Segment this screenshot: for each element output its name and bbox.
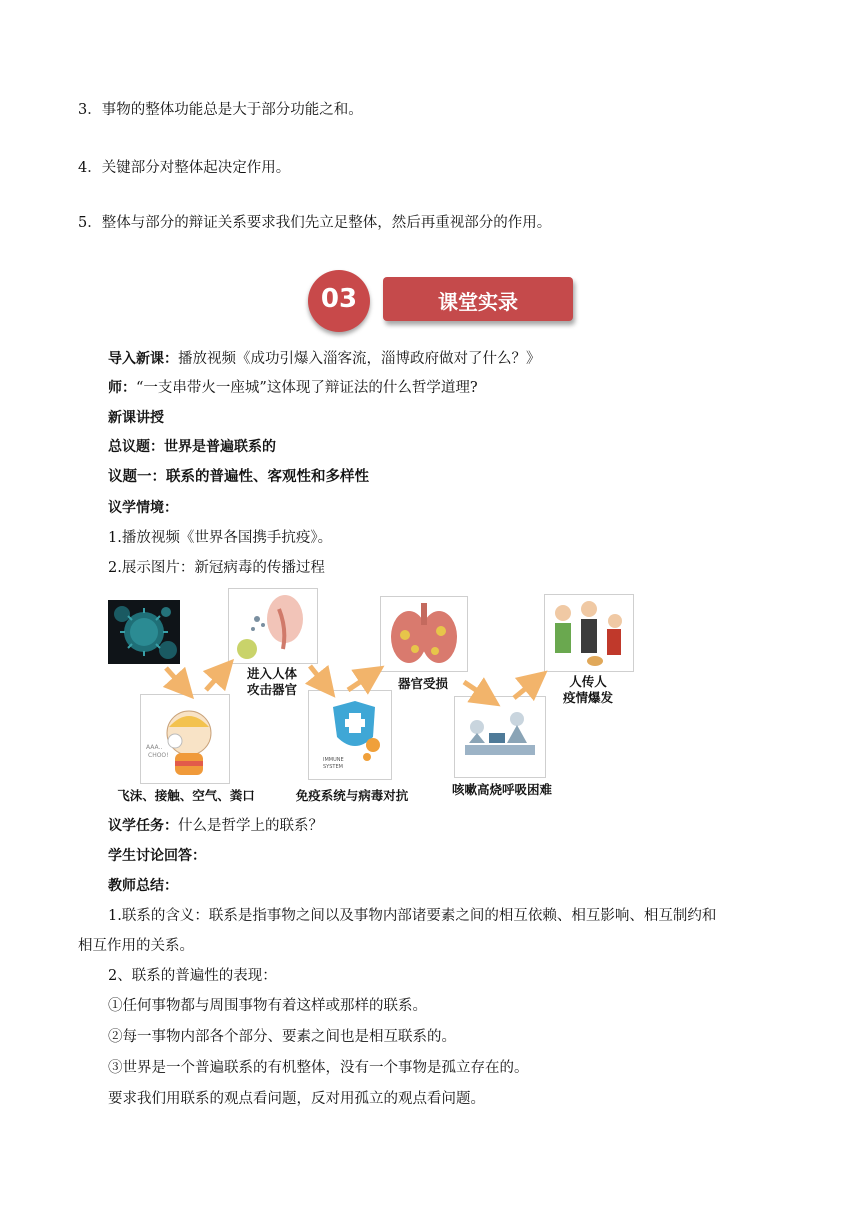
sneeze-text-2: CHOO! [148, 752, 169, 759]
situation-label: 议学情境： [108, 500, 178, 516]
caption-immune: 免疫系统与病毒对抗 [295, 788, 409, 803]
student-discussion: 学生讨论回答： [108, 848, 206, 864]
diagram-arrows [100, 586, 660, 808]
caption-cough: 咳嗽高烧呼吸困难 [451, 782, 552, 797]
arrow-cough-to-spread [514, 680, 536, 698]
arrow-sneeze-to-enter [206, 670, 224, 690]
virus-spread-diagram [100, 586, 660, 808]
intro-label: 导入新课： [108, 351, 178, 367]
situation-item-1: 1.播放视频《世界各国携手抗疫》。 [108, 530, 333, 546]
task-label: 议学任务： [108, 818, 178, 834]
arrow-organ-to-cough [464, 682, 488, 698]
summary-sub-3: ③世界是一个普遍联系的有机整体，没有一个事物是孤立存在的。 [108, 1060, 529, 1076]
section-number: 03 [320, 284, 358, 314]
sneeze-text-1: AAA.. [146, 744, 163, 751]
topic-one: 议题一：联系的普遍性、客观性和多样性 [108, 469, 369, 485]
summary-item1-line2: 相互作用的关系。 [78, 938, 194, 954]
summary-item1-line1: 1.联系的含义：联系是指事物之间以及事物内部诸要素之间的相互依赖、相互影响、相互制约和 [108, 908, 717, 924]
section-title-banner [383, 277, 573, 321]
caption-spread-line2: 疫情爆发 [562, 690, 613, 705]
intro-line [108, 349, 541, 369]
teacher-label: 师： [108, 380, 136, 396]
point-5: 5．整体与部分的辩证关系要求我们先立足整体，然后再重视部分的作用。 [78, 215, 552, 231]
teacher-question [108, 378, 478, 398]
caption-droplet: 飞沫、接触、空气、粪口 [117, 788, 255, 803]
task-line [108, 816, 323, 836]
arrow-immune-to-organ [348, 674, 372, 690]
arrow-enter-to-immune [310, 666, 326, 686]
new-lesson-heading: 新课讲授 [108, 410, 164, 426]
immune-text-1: IMMUNE [323, 757, 344, 763]
situation-item-2: 2.展示图片：新冠病毒的传播过程 [108, 560, 325, 576]
intro-text: 播放视频《成功引爆入淄客流，淄博政府做对了什么？》 [178, 351, 541, 367]
summary-sub-1: ①任何事物都与周围事物有着这样或那样的联系。 [108, 998, 427, 1014]
task-text: 什么是哲学上的联系？ [178, 818, 323, 834]
point-4: 4．关键部分对整体起决定作用。 [78, 160, 291, 176]
point-3: 3．事物的整体功能总是大于部分功能之和。 [78, 102, 363, 118]
summary-conclusion: 要求我们用联系的观点看问题，反对用孤立的观点看问题。 [108, 1091, 485, 1107]
immune-text-2: SYSTEM [323, 764, 343, 770]
section-number-badge [308, 270, 370, 332]
caption-enter-line1: 进入人体 [246, 666, 297, 681]
arrow-virus-to-sneeze [166, 668, 184, 688]
caption-organ: 器官受损 [397, 676, 448, 691]
caption-enter-line2: 攻击器官 [246, 682, 297, 697]
teacher-question-text: “一支串带火一座城”这体现了辩证法的什么哲学道理? [136, 380, 478, 396]
summary-sub-2: ②每一事物内部各个部分、要素之间也是相互联系的。 [108, 1029, 456, 1045]
general-topic: 总议题：世界是普遍联系的 [108, 439, 276, 455]
summary-item2: 2、联系的普遍性的表现： [108, 968, 277, 984]
section-title: 课堂实录 [438, 290, 518, 314]
caption-spread-line1: 人传人 [569, 674, 607, 689]
teacher-summary-label: 教师总结： [108, 878, 178, 894]
